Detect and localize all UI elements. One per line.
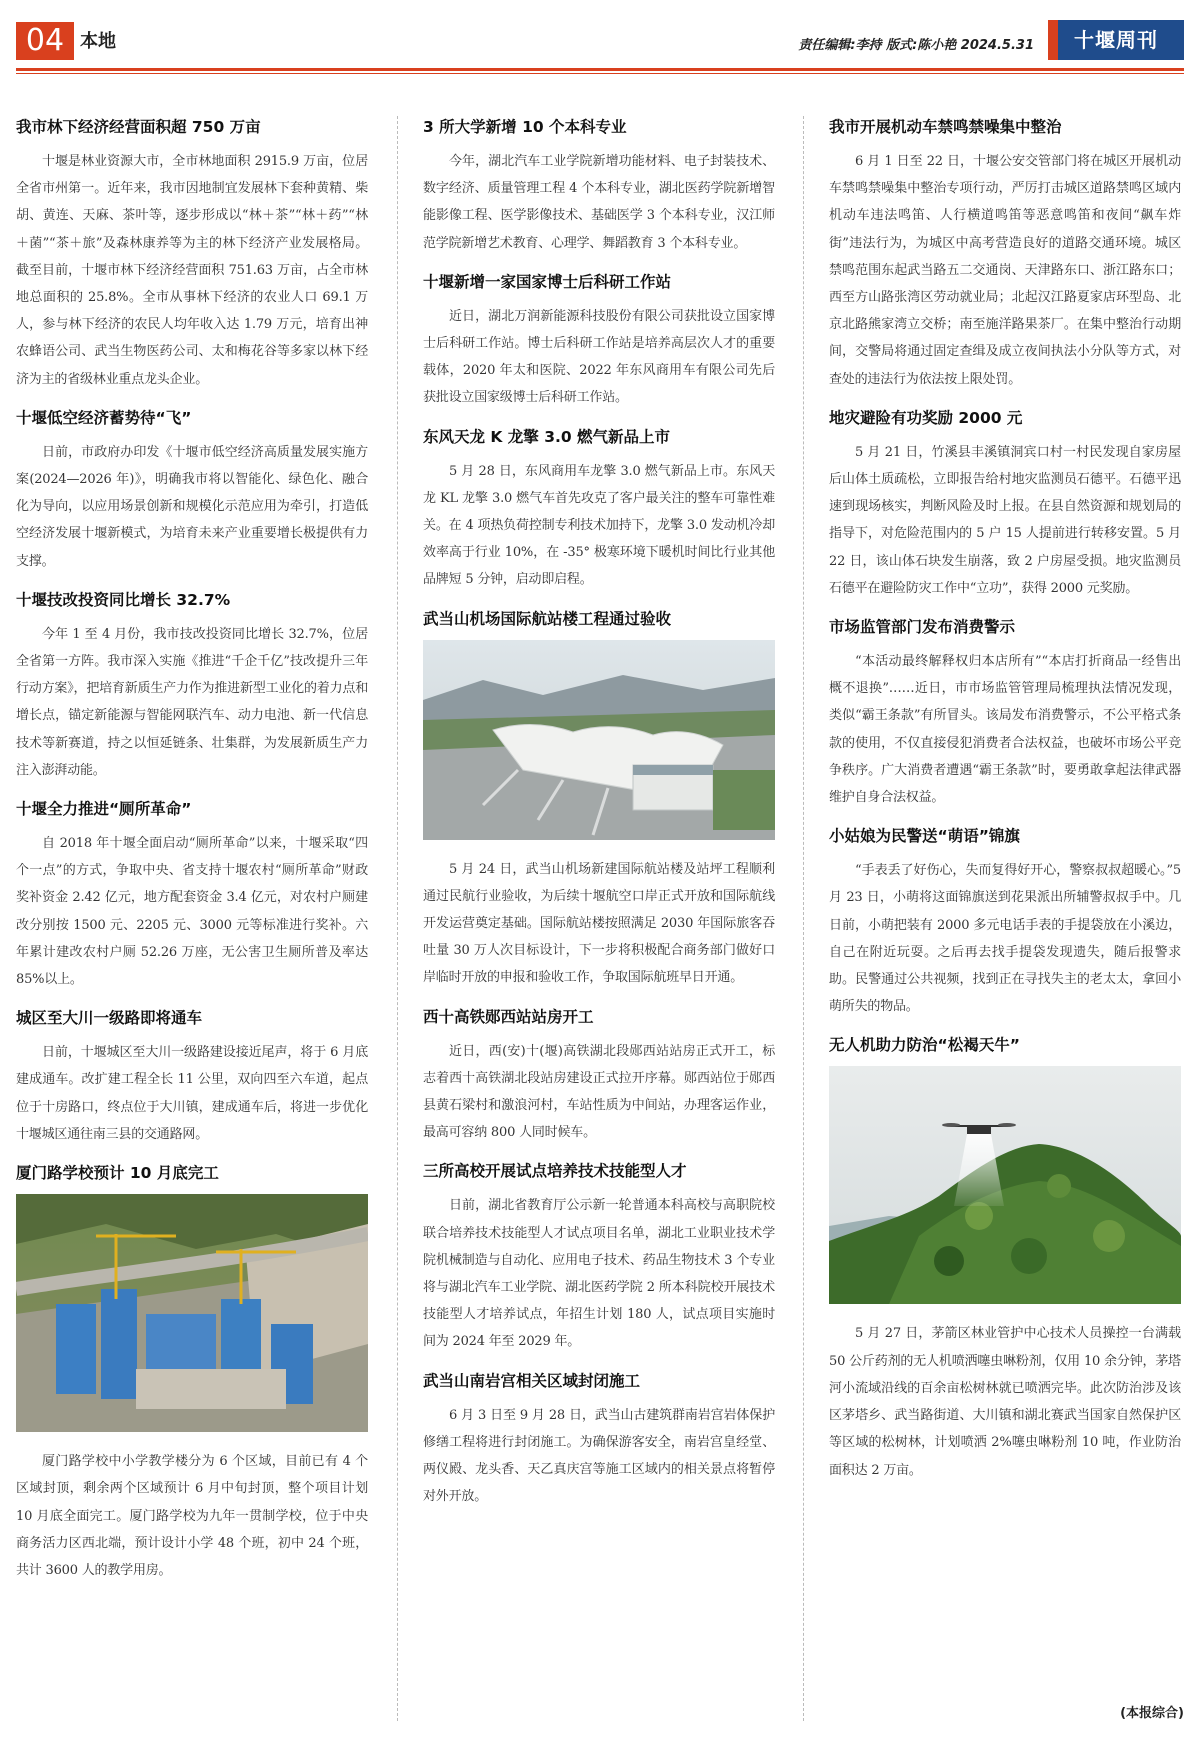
article-title: 市场监管部门发布消费警示: [829, 618, 1016, 637]
column-3: [829, 116, 1181, 1498]
article-title: 十堰低空经济蓄势待“飞”: [16, 408, 192, 427]
article: [829, 825, 1181, 1020]
article-title: 城区至大川一级路即将通车: [16, 1009, 203, 1028]
article-body: 近日，湖北万润新能源科技股份有限公司获批设立国家博士后科研工作站。博士后科研工作站是培养高层次人才的重要载体，2020 年太和医院、2022 年东风商用车有限公司先后获批设立国家级博士后科研工作站。: [423, 308, 775, 406]
article-title: 3 所大学新增 10 个本科专业: [423, 118, 627, 136]
article-body: 5 月 24 日，武当山机场新建国际航站楼及站坪工程顺利通过民航行业验收，为后续十堰航空口岸正式开放和国际航线开发运营奠定基础。国际航站楼按照满足 2030 年国际旅客吞吐量 30 万人次目标设计，下一步将积极配合商务部门做好口岸临时开放的申报和验收工作，争取国际航班早日开通。: [423, 861, 775, 986]
school-construction-photo: [16, 1194, 368, 1432]
article-body: 5 月 28 日，东风商用车龙擎 3.0 燃气新品上市。东风天龙 KL 龙擎 3.0 燃气车首先攻克了客户最关注的整车可靠性难关。在 4 项热负荷控制专利技术加持下，龙擎 3.0 发动机冷却效率高于行业 10%，在 -35° 极寒环境下暖机时间比行业其他品牌短 5 分钟，启动即启程。: [423, 463, 775, 588]
article: [829, 116, 1181, 393]
column-2: [423, 116, 775, 1525]
article-title: 武当山机场国际航站楼工程通过验收: [423, 609, 672, 628]
masthead: [16, 18, 1184, 60]
article-title: 三所高校开展试点培养技术技能型人才: [423, 1162, 687, 1181]
article: [423, 1370, 775, 1511]
header-rule: [16, 68, 1184, 71]
article-title: 我市林下经济经营面积超 750 万亩: [16, 118, 261, 136]
article: [423, 426, 775, 594]
article-title: 我市开展机动车禁鸣禁噪集中整治: [829, 118, 1062, 136]
article: [423, 1006, 775, 1147]
article-body: 十堰是林业资源大市，全市林地面积 2915.9 万亩，位居全省市州第一。近年来，我市因地制宜发展林下套种黄精、柴胡、黄连、天麻、茶叶等，逐步形成以“林＋茶”“林＋药”“林＋菌”“茶＋旅”及森林康养等为主的林下经济产业发展格局。截至目前，十堰市林下经济经营面积 751.63 万亩，占全市林地总面积的 25.8%。全市从事林下经济的农业人口 69.1 万人，参与林下经济的农民人均年收入达 1.79 万元，培育出神农蜂语公司、武当生物医药公司、太和梅花谷等多家以林下经济为主的省级林业重点龙头企业。: [16, 154, 368, 387]
article-body: 近日，西(安)十(堰)高铁湖北段郧西站站房正式开工，标志着西十高铁湖北段站房建设正式拉开序幕。郧西站位于郧西县黄石梁村和激浪河村，车站性质为中间站，办理客运作业，最高可容纳 800 人同时候车。: [423, 1043, 775, 1141]
column-divider: [397, 116, 398, 1721]
article-body: 5 月 21 日，竹溪县丰溪镇洞宾口村一村民发现自家房屋后山体土质疏松，立即报告给村地灾监测员石德平。石德平迅速到现场核实，判断风险及时上报。在县自然资源和规划局的指导下，对危险范围内的 5 户 15 人提前进行转移安置。5 月 22 日，该山体石块发生崩落，致 2 户房屋受损。地灾监测员石德平在避险防灾工作中“立功”，获得 2000 元奖励。: [829, 444, 1181, 596]
article-title: 十堰全力推进“厕所革命”: [16, 800, 192, 819]
article: [423, 116, 775, 257]
article-title: 厦门路学校预计 10 月底完工: [16, 1164, 219, 1183]
article: [829, 1034, 1181, 1483]
article-body: 厦门路学校中小学教学楼分为 6 个区域，目前已有 4 个区域封顶，剩余两个区域预计 6 月中旬封顶，整个项目计划 10 月底全面完工。厦门路学校为九年一贯制学校，位于中央商务活力区西北端，预计设计小学 48 个班，初中 24 个班，共计 3600 人的教学用房。: [16, 1454, 368, 1578]
article: [16, 589, 368, 784]
article-title: 无人机助力防治“松褐天牛”: [829, 1036, 1020, 1055]
article-title: 西十高铁郧西站站房开工: [423, 1007, 594, 1026]
article-body: “手表丢了好伤心，失而复得好开心，警察叔叔超暖心。”5 月 23 日，小萌将这面锦旗送到花果派出所辅警叔叔手中。几日前，小萌把装有 2000 多元电话手表的手提袋放在小溪边，自己在附近玩耍。之后再去找手提袋发现遗失，随后报警求助。民警通过公共视频，找到正在寻找失主的老太太，拿回小萌所失的物品。: [829, 863, 1181, 1015]
editor-line: 责任编辑:李持 版式:陈小艳 2024.5.31: [798, 38, 1034, 53]
article: [829, 407, 1181, 602]
article-body: 日前，市政府办印发《十堰市低空经济高质量发展实施方案(2024—2026 年)》，明确我市将以智能化、绿色化、融合化为导向，以应用场景创新和规模化示范应用为牵引，打造低空经济发展十堰新模式，为培育未来产业重要增长极提供有力支撑。: [16, 444, 368, 569]
newspaper-logo: 十堰周刊: [1048, 20, 1184, 60]
article-body: 6 月 1 日至 22 日，十堰公安交管部门将在城区开展机动车禁鸣禁噪集中整治专项行动，严厉打击城区道路禁鸣区域内机动车违法鸣笛、人行横道鸣笛等恶意鸣笛和夜间“飙车炸街”违法行为，为城区中高考营造良好的道路交通环境。城区禁鸣范围东起武当路五二交通岗、天津路东口、浙江路东口；西至方山路张湾区劳动就业局；北起汉江路夏家店环型岛、北京北路熊家湾立交桥；南至施洋路果茶厂。在集中整治行动期间，交警局将通过固定查缉及成立夜间执法小分队等方式，对查处的违法行为依法按上限处罚。: [829, 154, 1181, 387]
article: [16, 116, 368, 393]
article-title: 地灾避险有功奖励 2000 元: [829, 408, 1023, 427]
article-body: 今年，湖北汽车工业学院新增功能材料、电子封装技术、数字经济、质量管理工程 4 个本科专业，湖北医药学院新增智能影像工程、医学影像技术、基础医学 3 个本科专业，汉江师范学院新增艺术教育、心理学、舞蹈教育 3 个本科专业。: [423, 154, 775, 251]
article-title: 武当山南岩宫相关区域封闭施工: [423, 1371, 641, 1390]
article-title: 东风天龙 K 龙擎 3.0 燃气新品上市: [423, 427, 671, 446]
airport-terminal-photo: [423, 640, 775, 840]
article: [16, 407, 368, 575]
article-body: 日前，十堰城区至大川一级路建设接近尾声，将于 6 月底建成通车。改扩建工程全长 11 公里，双向四至六车道，起点位于十房路口，终点位于大川镇，建成通车后，将进一步优化十堰城区通往南三县的交通路网。: [16, 1045, 368, 1142]
article: [16, 1162, 368, 1584]
article: [16, 798, 368, 993]
article-body: 6 月 3 日至 9 月 28 日，武当山古建筑群南岩宫岩体保护修缮工程将进行封闭施工。为确保游客安全，南岩宫皇经堂、两仪殿、龙头香、天乙真庆宫等施工区域内的相关景点将暂停对外开放。: [423, 1407, 775, 1505]
header-rule-thin: [16, 73, 1184, 74]
article-title: 小姑娘为民警送“萌语”锦旗: [829, 827, 1020, 846]
article: [829, 616, 1181, 811]
article-body: “本活动最终解释权归本店所有”“本店打折商品一经售出概不退换”……近日，市市场监管管理局梳理执法情况发现，类似“霸王条款”有所冒头。该局发布消费警示，不公平格式条款的使用，不仅直接侵犯消费者合法权益，也破坏市场公平竞争秩序。广大消费者遭遇“霸王条款”时，要勇敢拿起法律武器维护自身合法权益。: [829, 654, 1181, 806]
column-divider: [803, 116, 804, 1721]
article: [423, 608, 775, 992]
drone-spraying-photo: [829, 1066, 1181, 1304]
column-1: [16, 116, 368, 1598]
article-body: 今年 1 至 4 月份，我市技改投资同比增长 32.7%，位居全省第一方阵。我市深入实施《推进“千企千亿”技改提升三年行动方案》，把培育新质生产力作为推进新型工业化的着力点和增长点，锚定新能源与智能网联汽车、动力电池、新一代信息技术等新赛道，持之以恒延链条、壮集群，为发展新质生产力注入澎湃动能。: [16, 626, 368, 778]
page-number: 04: [16, 22, 74, 60]
source-note: (本报综合): [1120, 1706, 1184, 1721]
article: [423, 1160, 775, 1355]
section-name: 本地: [80, 31, 116, 52]
article-body: 日前，湖北省教育厅公示新一轮普通本科高校与高职院校联合培养技术技能型人才试点项目名单，湖北工业职业技术学院机械制造与自动化、应用电子技术、药品生物技术 3 个专业将与湖北汽车工业学院、湖北医药学院 2 所本科院校开展技术技能型人才培养试点，年招生计划 180 人，试点项目实施时间为 2024 年至 2029 年。: [423, 1198, 775, 1350]
article-body: 自 2018 年十堰全面启动“厕所革命”以来，十堰采取“四个一点”的方式，争取中央、省支持十堰农村“厕所革命”财政奖补资金 2.42 亿元，地方配套资金 3.4 亿元，对农村户厕建改分别按 1500 元、2205 元、3000 元等标准进行奖补。六年累计建改农村户厕 52.26 万座，无公害卫生厕所普及率达 85%以上。: [16, 836, 368, 988]
article-title: 十堰技改投资同比增长 32.7%: [16, 590, 231, 609]
article: [16, 1007, 368, 1148]
article: [423, 271, 775, 412]
article-title: 十堰新增一家国家博士后科研工作站: [423, 272, 672, 291]
article-body: 5 月 27 日，茅箭区林业管护中心技术人员操控一台满载 50 公斤药剂的无人机喷洒噻虫啉粉剂，仅用 10 余分钟，茅塔河小流域沿线的百余亩松树林就已喷洒完毕。此次防治涉及该区茅塔乡、武当路街道、大川镇和湖北赛武当国家自然保护区等区域的松树林，计划喷洒 2%噻虫啉粉剂 10 吨，作业防治面积达 2 万亩。: [829, 1326, 1181, 1478]
